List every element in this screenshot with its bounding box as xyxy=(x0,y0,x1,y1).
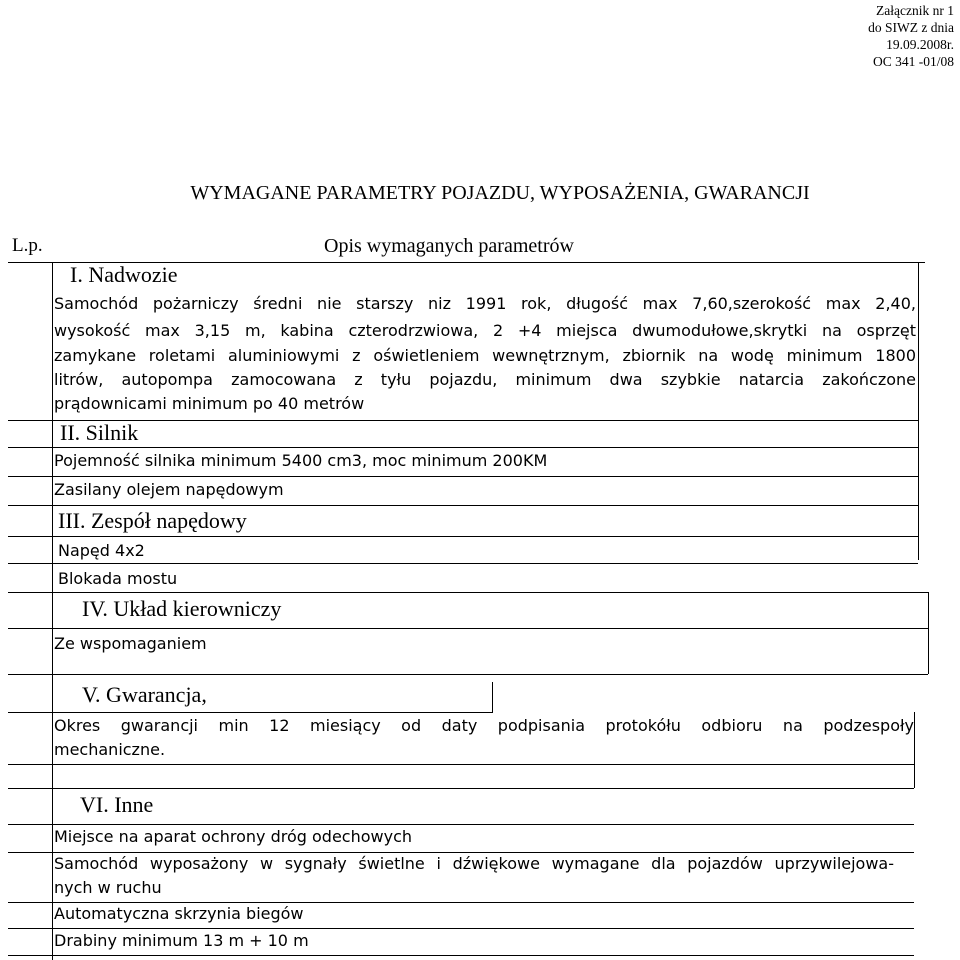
grid-line xyxy=(914,712,915,788)
section-heading-zespol-napedowy: III. Zespół napędowy xyxy=(58,508,247,533)
list-item: nych w ruchu xyxy=(54,878,162,897)
list-item: Blokada mostu xyxy=(58,569,178,588)
body-text-line: zamykane roletami aluminiowymi z oświetleniem wewnętrznym, zbiornik na wodę minimum 1800 xyxy=(54,346,916,365)
list-item: Automatyczna skrzynia biegów xyxy=(54,904,304,923)
grid-line xyxy=(8,592,928,593)
list-item: Drabiny minimum 13 m + 10 m xyxy=(54,931,309,950)
list-item: Napęd 4x2 xyxy=(58,541,145,560)
grid-line xyxy=(8,764,914,765)
section-heading-gwarancja: V. Gwarancja, xyxy=(82,682,207,707)
list-item: Samochód wyposażony w sygnały świetlne i dźwiękowe wymagane dla pojazdów uprzywilejowa- xyxy=(54,854,894,873)
grid-line xyxy=(928,592,929,674)
grid-line xyxy=(52,262,53,960)
grid-line xyxy=(8,788,914,789)
section-heading-nadwozie: I. Nadwozie xyxy=(70,262,178,287)
section-heading-uklad-kierowniczy: IV. Układ kierowniczy xyxy=(82,596,282,621)
body-text-line: Okres gwarancji min 12 miesiący od daty podpisania protokółu odbioru na podzespoły xyxy=(54,716,914,735)
grid-line xyxy=(8,712,493,713)
body-text-line: wysokość max 3,15 m, kabina czterodrzwiowa, 2 +4 miejsca dwumodułowe,skrytki na osprzęt xyxy=(54,321,916,340)
list-item: Zasilany olejem napędowym xyxy=(54,480,284,499)
grid-line xyxy=(8,928,914,929)
section-heading-inne: VI. Inne xyxy=(80,792,154,817)
list-item: Miejsce na aparat ochrony dróg odechowych xyxy=(54,827,412,846)
list-item: Pojemność silnika minimum 5400 cm3, moc minimum 200KM xyxy=(54,451,548,470)
grid-line xyxy=(8,536,918,537)
grid-line xyxy=(8,563,918,564)
grid-line xyxy=(8,628,928,629)
grid-line xyxy=(8,902,914,903)
attachment-number: Załącznik nr 1 xyxy=(876,3,954,18)
grid-line xyxy=(8,824,914,825)
grid-line xyxy=(492,682,493,712)
grid-line xyxy=(8,852,914,853)
column-header-lp: L.p. xyxy=(12,235,43,256)
body-text-line: prądownicami minimum po 40 metrów xyxy=(54,394,365,413)
list-item: Ze wspomaganiem xyxy=(54,634,207,653)
attachment-case-number: OC 341 -01/08 xyxy=(873,54,954,69)
grid-line xyxy=(8,505,918,506)
grid-line xyxy=(8,420,918,421)
attachment-siwz-ref: do SIWZ z dnia xyxy=(868,20,954,35)
grid-line xyxy=(8,955,914,956)
body-text-line: mechaniczne. xyxy=(54,740,166,759)
grid-line xyxy=(918,420,919,560)
section-heading-silnik: II. Silnik xyxy=(60,420,139,445)
page-title: WYMAGANE PARAMETRY POJAZDU, WYPOSAŻENIA, GWARANCJI xyxy=(190,182,810,204)
column-header-description: Opis wymaganych parametrów xyxy=(324,235,574,257)
grid-line xyxy=(8,674,928,675)
grid-line xyxy=(918,262,919,420)
grid-line xyxy=(8,447,918,448)
grid-line xyxy=(8,476,918,477)
attachment-date: 19.09.2008r. xyxy=(886,37,954,52)
body-text-line: litrów, autopompa zamocowana z tyłu pojazdu, minimum dwa szybkie natarcia zakończone xyxy=(54,370,916,389)
body-text-line: Samochód pożarniczy średni nie starszy niz 1991 rok, długość max 7,60,szerokość max 2,40, xyxy=(54,294,916,313)
